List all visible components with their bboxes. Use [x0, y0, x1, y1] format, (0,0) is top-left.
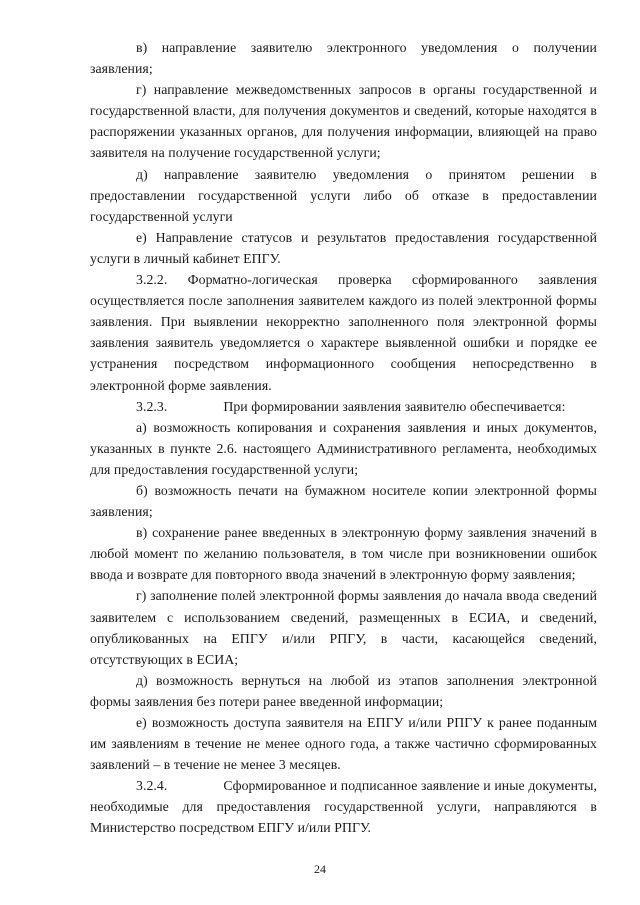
section-text: Сформированное и подписанное заявление и иные документы, необходимые для предоставления государственной услуги, направляются в Министерство посредством ЕПГУ и/или РПГУ.	[90, 778, 597, 836]
paragraph-e-status-to-cabinet: е) Направление статусов и результатов предоставления государственной услуги в личный кабинет ЕПГУ.	[90, 229, 597, 266]
paragraph-d-return-stage: д) возможность вернуться на любой из этапов заполнения электронной формы заявления без потери ранее введенной информации;	[90, 672, 597, 709]
paragraph-3-2-3	[90, 396, 597, 417]
paragraph-v-save-values: в) сохранение ранее введенных в электронную форму заявления значений в любой момент по желанию пользователя, в том числе при возникновении ошибок ввода и возврате для повторного ввода значений в электронную форму заявления;	[90, 525, 597, 583]
section-text: При формировании заявления заявителю обеспечивается:	[223, 398, 566, 414]
paragraph-e-access-applications: е) возможность доступа заявителя на ЕПГУ и/или РПГУ к ранее поданным им заявлениям в течение не менее одного года, а также частично сформированных заявлений – в течение не менее 3 месяцев.	[90, 715, 597, 773]
paragraph-3-2-4	[90, 775, 597, 838]
section-number: 3.2.3.	[136, 398, 168, 414]
paragraph-v-notification-receipt: в) направление заявителю электронного уведомления о получении заявления;	[90, 40, 597, 77]
paragraph-a-copy-save: а) возможность копирования и сохранения заявления и иных документов, указанных в пункте 2.6. настоящего Административного регламента, необходимых для предоставления государственной услуги;	[90, 419, 597, 477]
paragraph-g-interagency-requests: г) направление межведомственных запросов в органы государственной и государственной власти, для получения документов и сведений, которые находятся в распоряжении указанных органов, для получения информации, влияющей на право заявителя на получение государственной услуги;	[90, 82, 597, 161]
document-body	[90, 37, 597, 839]
paragraph-d-decision-notification: д) направление заявителю уведомления о принятом решении в предоставлении государственной услуги либо об отказе в предоставлении государственной услуги	[90, 166, 597, 224]
section-number: 3.2.4.	[136, 778, 168, 794]
paragraph-b-print: б) возможность печати на бумажном носителе копии электронной формы заявления;	[90, 482, 597, 520]
paragraph-g-prefill-esia: г) заполнение полей электронной формы заявления до начала ввода сведений заявителем с использованием сведений, размещенных в ЕСИА, и сведений, опубликованных на ЕПГУ и/или РПГУ, в части, касающейся сведений, отсутствующих в ЕСИА;	[90, 588, 597, 667]
paragraph-3-2-2: 3.2.2. Форматно-логическая проверка сформированного заявления осуществляется после заполнения заявителем каждого из полей электронной формы заявления. При выявлении некорректно заполненного поля электронной формы заявления заявитель уведомляется о характере выявленной ошибки и порядке ее устранения посредством информационного сообщения непосредственно в электронной форме заявления.	[90, 272, 597, 393]
page-number: 24	[314, 862, 326, 876]
